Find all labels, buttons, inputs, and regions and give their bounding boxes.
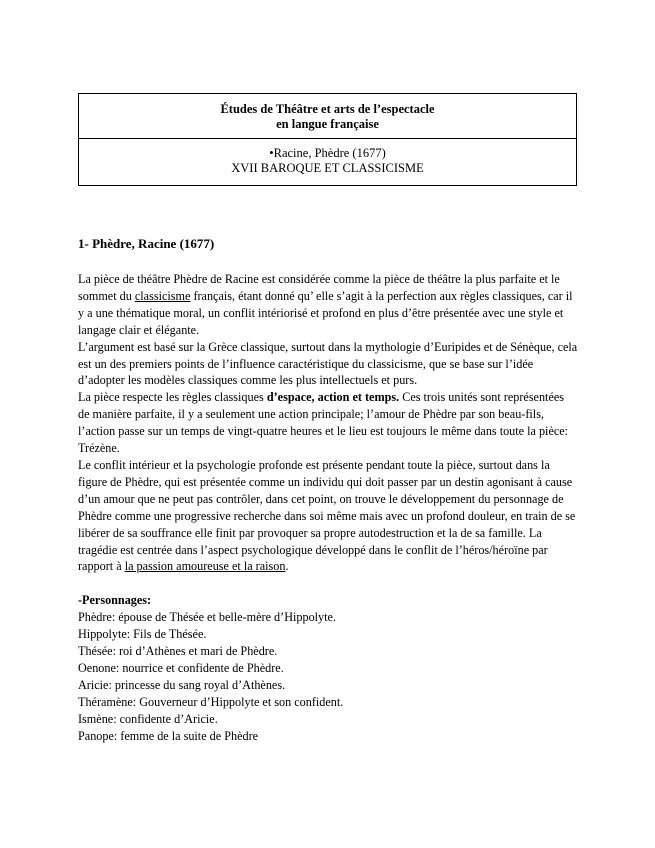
p1-text-after: français, étant donné qu’ elle s’agit à la perfection aux règles classiques, car il y a une thématique moral, un conflit intériorisé et profond en plus d’être présentée avec une style et langage clair et élégante.: [78, 288, 573, 337]
body-text: [78, 271, 578, 744]
header-title-line2: en langue française: [276, 117, 379, 131]
p4-text-after: .: [285, 559, 289, 574]
spacer: [78, 575, 578, 592]
characters-title: -Personnages:: [78, 593, 152, 608]
paragraph-1: [78, 271, 578, 339]
character-item: Phèdre: épouse de Thésée et belle-mère d’Hippolyte.: [78, 610, 336, 625]
character-item: Hippolyte: Fils de Thésée.: [78, 627, 207, 642]
p1-text-before: La pièce de théâtre Phèdre de Racine est considérée comme la pièce de théâtre la plus parfaite et le sommet du: [78, 272, 560, 303]
header-table: [78, 93, 577, 186]
header-subtitle-cell: [79, 139, 576, 185]
paragraph-2: L’argument est basé sur la Grèce classique, surtout dans la mythologie d’Euripides et de Sénèque, cela est un des premiers points de l’influence caractéristique du classicisme, que se base sur l’idée d’adopter les modèles classiques comme les plus intellectuels et purs.: [78, 339, 578, 388]
p3-text-before: La pièce respecte les règles classiques: [78, 390, 267, 405]
paragraph-3: [78, 389, 578, 457]
character-item: Théramène: Gouverneur d’Hippolyte et son confident.: [78, 694, 344, 709]
header-title-cell: [79, 94, 576, 139]
header-title-line1: Études de Théâtre et arts de l’espectacle: [220, 102, 435, 116]
character-item: Thésée: roi d’Athènes et mari de Phèdre.: [78, 644, 278, 659]
character-item: Aricie: princesse du sang royal d’Athènes.: [78, 677, 286, 692]
p3-text-after: Ces trois unités sont représentées de manière parfaite, il y a seulement une action principale; l’amour de Phèdre par son beau-fils, l’action passe sur un temps de vingt-quatre heures et le lieu est toujours le même dans toute la pièce: Trézène.: [78, 390, 569, 456]
character-item: Oenone: nourrice et confidente de Phèdre.: [78, 660, 284, 675]
header-subtitle-line1: •Racine, Phèdre (1677): [269, 146, 386, 160]
character-item: Panope: femme de la suite de Phèdre: [78, 728, 259, 743]
character-item: Ismène: confidente d’Aricie.: [78, 711, 218, 726]
paragraph-4: [78, 457, 578, 575]
header-subtitle-line2: XVII BAROQUE ET CLASSICISME: [231, 161, 424, 175]
classicisme-link[interactable]: classicisme: [134, 288, 191, 303]
p3-bold-text: d’espace, action et temps.: [266, 390, 400, 405]
p4-text-before: Le conflit intérieur et la psychologie profonde est présente pendant toute la pièce, surtout dans la figure de Phèdre, qui est présentée comme un individu qui doit passer par un destin agonisant à cause d’un amour que ne peut pas contrôler, dans cet point, on trouve le développement du personnage de Phèdre comme une progressive recherche dans soi même mais avec un profond douleur, en train de se libérer de sa souffrance elle finit par provoquer sa propre autodestruction et la de sa famille. La tragédie est centrée dans l’aspect psychologique développé dans le conflit de l’héros/héroïne par rapport à: [78, 457, 576, 574]
passion-link[interactable]: la passion amoureuse et la raison: [124, 559, 286, 574]
section-title: 1- Phèdre, Racine (1677): [78, 236, 215, 251]
